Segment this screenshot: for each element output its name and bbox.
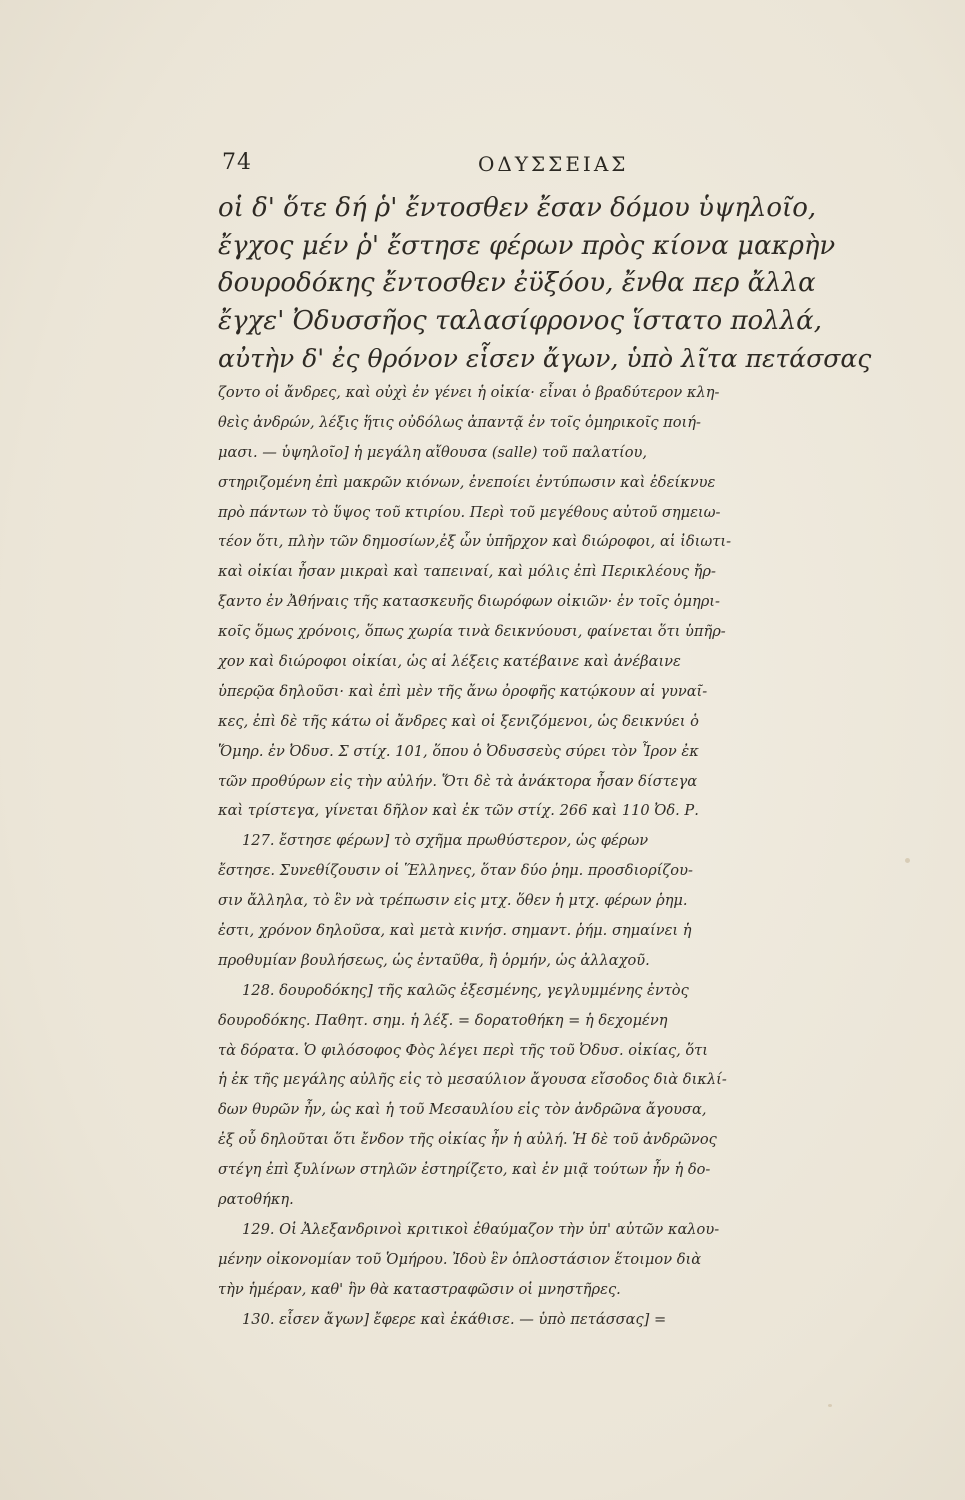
verse-line: δουροδόκης ἔντοσθεν ἐϋξόου, ἔνθα περ ἄλλα [218, 268, 816, 298]
verse-line: ἔγχος μέν ῥ' ἔστησε φέρων πρὸς κίονα μακρὴν [218, 230, 836, 261]
commentary-line: σιν ἄλληλα, τὸ ἓν νὰ τρέπωσιν εἰς μτχ. ὅθεν ἡ μτχ. φέρων ῥημ. [218, 892, 688, 910]
commentary-line: ἔστησε. Συνεθίζουσιν οἱ Ἕλληνες, ὅταν δύο ῥημ. προσδιορίζου- [218, 862, 693, 880]
commentary-line: χον καὶ διώροφοι οἰκίαι, ὡς αἱ λέξεις κατέβαινε καὶ ἀνέβαινε [218, 653, 681, 671]
commentary-line: προθυμίαν βουλήσεως, ὡς ἐνταῦθα, ἢ ὁρμήν, ὡς ἀλλαχοῦ. [218, 951, 650, 969]
commentary-line: δουροδόκης. Παθητ. σημ. ἡ λέξ. = δορατοθήκη = ἡ δεχομένη [218, 1011, 668, 1029]
verse-line: αὐτὴν δ' ἐς θρόνον εἷσεν ἄγων, ὑπὸ λῖτα πετάσσας [218, 344, 872, 373]
commentary-block [218, 378, 873, 1335]
commentary-line: ξαντο ἐν Ἀθήναις τῆς κατασκευῆς διωρόφων οἰκιῶν· ἐν τοῖς ὁμηρι- [218, 593, 720, 611]
commentary-line: τὰ δόρατα. Ὁ φιλόσοφος Φὸς λέγει περὶ τῆς τοῦ Ὀδυσ. οἰκίας, ὅτι [218, 1041, 708, 1059]
paper-spot [828, 1404, 832, 1407]
commentary-line: ὑπερῷα δηλοῦσι· καὶ ἐπὶ μὲν τῆς ἄνω ὀροφῆς κατῴκουν αἱ γυναῖ- [218, 682, 708, 700]
commentary-line: ἐξ οὗ δηλοῦται ὅτι ἔνδον τῆς οἰκίας ἦν ἡ αὐλή. Ἡ δὲ τοῦ ἀνδρῶνος [218, 1131, 717, 1149]
commentary-line: Ὅμηρ. ἐν Ὀδυσ. Σ στίχ. 101, ὅπου ὁ Ὀδυσσεὺς σύρει τὸν Ἶρον ἐκ [218, 742, 699, 760]
running-title: ΟΔΥΣΣΕΙΑΣ [478, 152, 629, 176]
commentary-line: τῶν προθύρων εἰς τὴν αὐλήν. Ὅτι δὲ τὰ ἀνάκτορα ἦσαν δίστεγα [218, 772, 698, 790]
verse-block [218, 190, 878, 378]
commentary-line: ἐστι, χρόνον δηλοῦσα, καὶ μετὰ κινήσ. σημαντ. ῥήμ. σημαίνει ἡ [218, 922, 692, 940]
note-127-start: 127. ἔστησε φέρων] τὸ σχῆμα πρωθύστερον, ὡς φέρων [242, 832, 649, 850]
note-128-start: 128. δουροδόκης] τῆς καλῶς ἐξεσμένης, γεγλυμμένης ἐντὸς [242, 981, 689, 999]
commentary-line: κοῖς ὅμως χρόνοις, ὅπως χωρία τινὰ δεικνύουσι, φαίνεται ὅτι ὑπῆρ- [218, 623, 726, 641]
commentary-line: μασι. — ὑψηλοῖο] ἡ μεγάλη αἴθουσα (salle) τοῦ παλατίου, [218, 443, 648, 461]
commentary-line: μένην οἰκονομίαν τοῦ Ὁμήρου. Ἰδοὺ ἓν ὁπλοστάσιον ἕτοιμον διὰ [218, 1250, 702, 1268]
commentary-line: ἡ ἐκ τῆς μεγάλης αὐλῆς εἰς τὸ μεσαύλιον ἄγουσα εἴσοδος διὰ δικλί- [218, 1071, 727, 1089]
verse-line: ἔγχε' Ὀδυσσῆος ταλασίφρονος ἵστατο πολλά, [218, 305, 822, 336]
commentary-line: ρατοθήκη. [218, 1191, 294, 1209]
commentary-line: τὴν ἡμέραν, καθ' ἣν θὰ καταστραφῶσιν οἱ μνηστῆρες. [218, 1280, 621, 1298]
commentary-line: καὶ τρίστεγα, γίνεται δῆλον καὶ ἐκ τῶν στίχ. 266 καὶ 110 Ὀδ. Ρ. [218, 802, 699, 820]
commentary-line: πρὸ πάντων τὸ ὕψος τοῦ κτιρίου. Περὶ τοῦ μεγέθους αὐτοῦ σημειω- [218, 503, 721, 521]
page-number: 74 [222, 150, 252, 175]
verse-line: οἱ δ' ὅτε δή ῥ' ἔντοσθεν ἔσαν δόμου ὑψηλοῖο, [218, 193, 817, 223]
commentary-line: ζοντο οἱ ἄνδρες, καὶ οὐχὶ ἐν γένει ἡ οἰκία· εἶναι ὁ βραδύτερον κλη- [218, 384, 720, 401]
commentary-line: κες, ἐπὶ δὲ τῆς κάτω οἱ ἄνδρες καὶ οἱ ξενιζόμενοι, ὡς δεικνύει ὁ [218, 712, 699, 730]
commentary-line: τέον ὅτι, πλὴν τῶν δημοσίων,ἐξ ὧν ὑπῆρχον καὶ διώροφοι, αἱ ἰδιωτι- [218, 533, 732, 551]
note-129-start: 129. Οἱ Ἀλεξανδρινοὶ κριτικοὶ ἐθαύμαζον τὴν ὑπ' αὐτῶν καλου- [242, 1220, 720, 1238]
paper-spot [905, 858, 910, 863]
page-header [222, 150, 862, 180]
commentary-line: στηριζομένη ἐπὶ μακρῶν κιόνων, ἐνεποίει ἐντύπωσιν καὶ ἐδείκνυε [218, 473, 716, 491]
commentary-line: στέγη ἐπὶ ξυλίνων στηλῶν ἐστηρίζετο, καὶ ἐν μιᾷ τούτων ἦν ἡ δο- [218, 1161, 711, 1179]
note-130-start: 130. εἷσεν ἄγων] ἔφερε καὶ ἐκάθισε. — ὑπὸ πετάσσας] = [242, 1310, 667, 1328]
commentary-line: θεὶς ἀνδρών, λέξις ἥτις οὐδόλως ἀπαντᾷ ἐν τοῖς ὁμηρικοῖς ποιή- [218, 413, 701, 431]
commentary-line: δων θυρῶν ἦν, ὡς καὶ ἡ τοῦ Μεσαυλίου εἰς τὸν ἀνδρῶνα ἄγουσα, [218, 1101, 707, 1119]
commentary-line: καὶ οἰκίαι ἦσαν μικραὶ καὶ ταπειναί, καὶ μόλις ἐπὶ Περικλέους ἤρ- [218, 563, 716, 581]
